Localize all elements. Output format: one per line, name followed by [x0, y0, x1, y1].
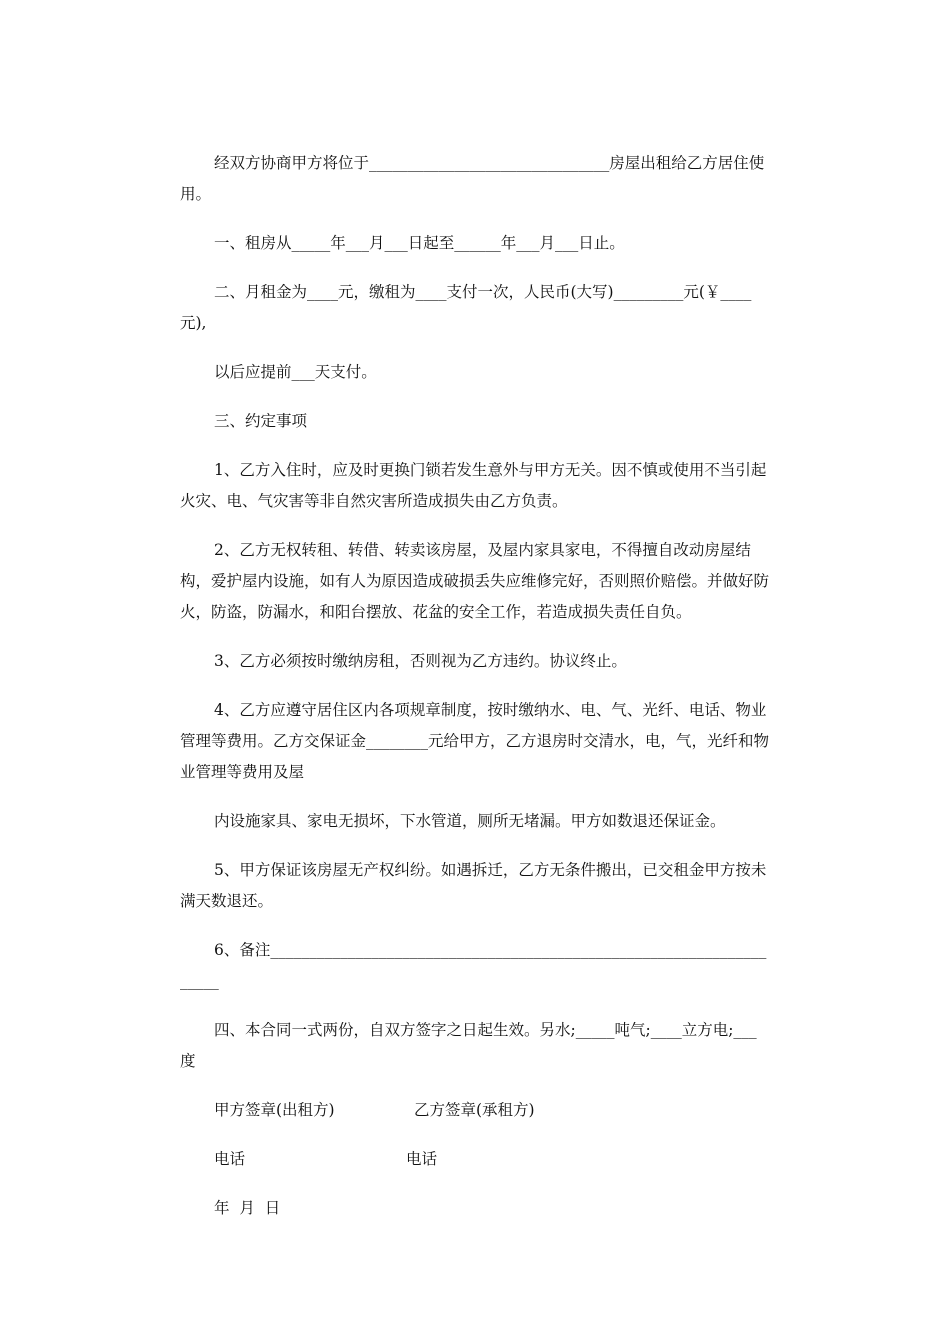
paragraph-payment-advance: 以后应提前___天支付。	[214, 363, 377, 381]
signature-row	[180, 1095, 772, 1126]
paragraph-term: 一、租房从_____年___月___日起至______年___月___日止。	[214, 234, 625, 252]
phone-row	[180, 1144, 772, 1175]
party-a-phone-label: 电话	[214, 1150, 246, 1168]
date-label: 年 月 日	[214, 1199, 281, 1217]
contract-body	[180, 148, 772, 1242]
date-row	[180, 1193, 772, 1224]
clause-3: 3、乙方必须按时缴纳房租，否则视为乙方违约。协议终止。	[214, 652, 627, 670]
party-b-signature-label: 乙方签章(承租方)	[414, 1101, 535, 1119]
clause-1: 1、乙方入住时，应及时更换门锁若发生意外与甲方无关。因不慎或使用不当引起火灾、电、气灾害等非自然灾害所造成损失由乙方负责。	[180, 461, 767, 510]
section-effective: 四、本合同一式两份，自双方签字之日起生效。另水;_____吨气;____立方电;___度	[180, 1021, 757, 1070]
party-b-phone-label: 电话	[406, 1150, 438, 1168]
clause-4-continued: 内设施家具、家电无损坏，下水管道，厕所无堵漏。甲方如数退还保证金。	[214, 812, 726, 830]
clause-6-remarks: 6、备注_____________________________________________________________________	[180, 941, 767, 990]
paragraph-intro: 经双方协商甲方将位于_______________________________房屋出租给乙方居住使用。	[180, 154, 765, 203]
clause-4: 4、乙方应遵守居住区内各项规章制度，按时缴纳水、电、气、光纤、电话、物业管理等费用。乙方交保证金________元给甲方，乙方退房时交清水，电，气，光纤和物业管理等费用及屋	[180, 701, 770, 781]
clause-2: 2、乙方无权转租、转借、转卖该房屋，及屋内家具家电，不得擅自改动房屋结构，爱护屋内设施，如有人为原因造成破损丢失应维修完好，否则照价赔偿。并做好防火，防盗，防漏水，和阳台摆放、花盆的安全工作，若造成损失责任自负。	[180, 541, 770, 621]
paragraph-rent: 二、月租金为____元，缴租为____支付一次，人民币(大写)_________元(￥____元),	[180, 283, 752, 332]
party-a-signature-label: 甲方签章(出租方)	[214, 1101, 335, 1119]
section-heading-terms: 三、约定事项	[214, 412, 308, 430]
clause-5: 5、甲方保证该房屋无产权纠纷。如遇拆迁，乙方无条件搬出，已交租金甲方按未满天数退还。	[180, 861, 767, 910]
